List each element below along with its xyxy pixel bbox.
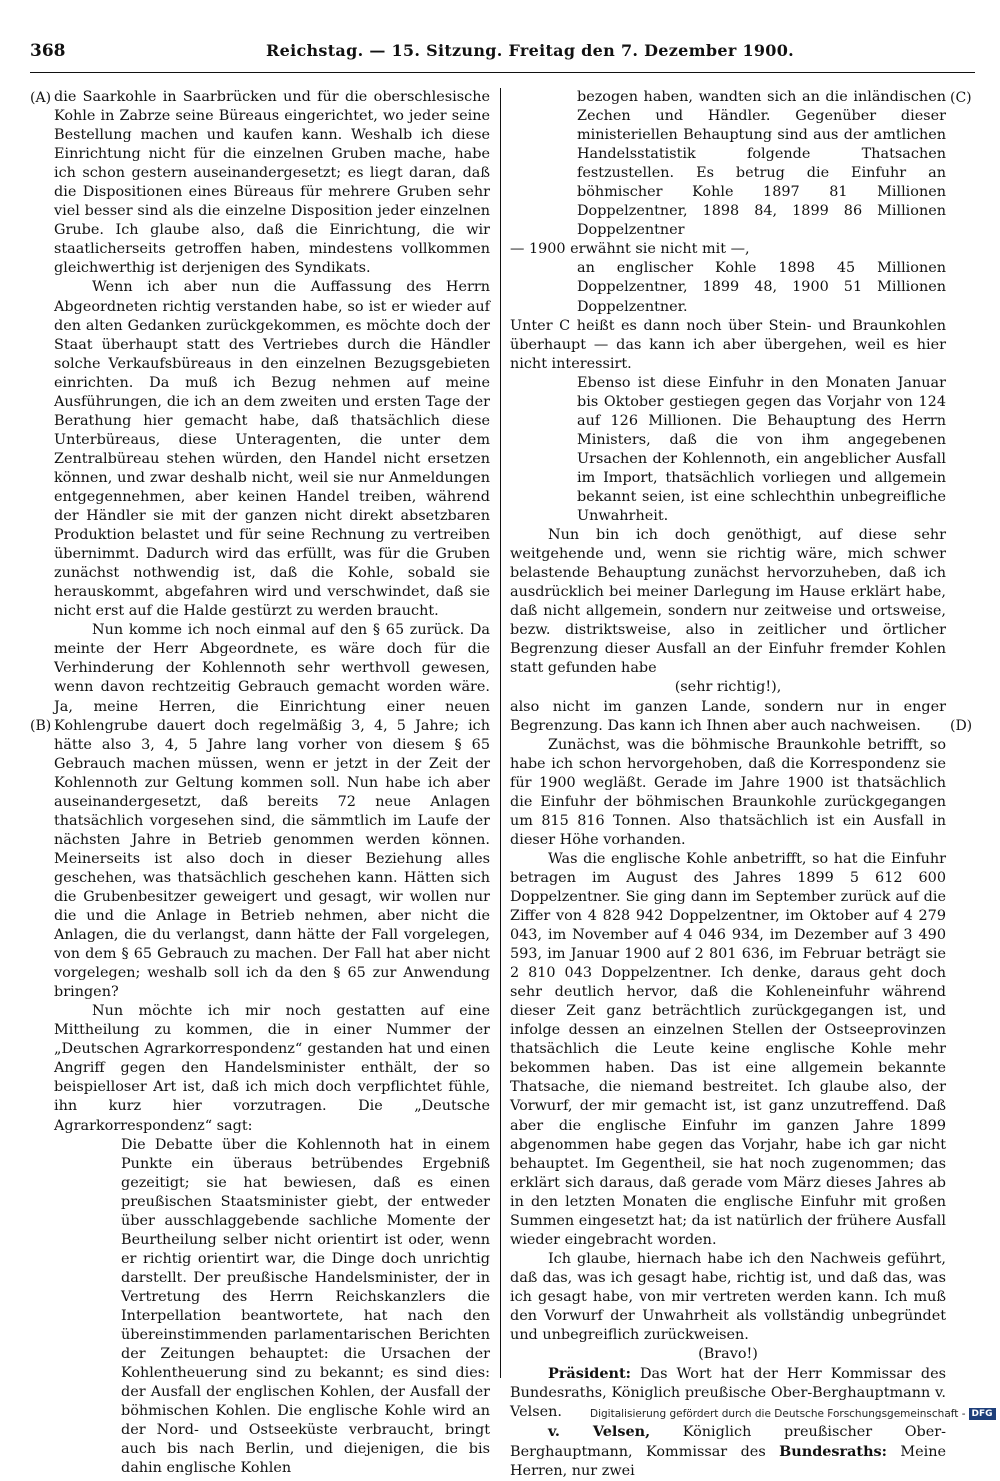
running-title: Reichstag. — 15. Sitzung. Freitag den 7. Dezember 1900.	[266, 41, 795, 60]
credit-text: Digitalisierung gefördert durch die Deutsche Forschungsgemeinschaft -	[590, 1408, 966, 1420]
paragraph: Ich glaube, hiernach habe ich den Nachweis geführt, daß das, was ich gesagt habe, richtig ist, und daß das, was ich gesagt habe, von mir vertreten werden kann. Ich muß den Vorwurf der Unwahrheit als vollständig unbegründet und unbegreiflich zurückweisen.	[510, 1250, 946, 1344]
quotation: an englischer Kohle 1898 45 Millionen Doppelzentner, 1899 48, 1900 51 Millionen Doppelzentner.	[577, 260, 946, 315]
right-column	[510, 88, 946, 1481]
quotation: Die Debatte über die Kohlennoth hat in einem Punkte ein überaus betrübendes Ergebniß gezeitigt; sie hat bewiesen, daß es einen preußischen Staatsminister giebt, der entweder über ausschlaggebende sachliche Momente der Beurtheilung selber nicht orientirt ist oder, wenn er richtig orientirt war, die Dinge doch unrichtig darstellt. Der preußische Handelsminister, der in Vertretung des Herrn Reichskanzlers die Interpellation beantwortete, hat nach den übereinstimmenden parlamentarischen Berichten der Zeitungen behauptet: die Ursachen der Kohlentheuerung sind zu bekannt; es sind dies: der Ausfall der englischen Kohlen, der Ausfall der böhmischen Kohlen. Die englische Kohle wird an der Nord- und Ostseeküste verbraucht, bringt auch bis nach Berlin, und diejenigen, die bis dahin englische Kohlen	[121, 1136, 490, 1477]
quotation: Ebenso ist diese Einfuhr in den Monaten Januar bis Oktober gestiegen gegen das Vorjahr von 124 auf 126 Millionen. Die Behauptung des Herrn Ministers, daß die von ihm angegebenen Ursachen der Kohlennoth, ein angeblicher Ausfall im Import, thatsächlich vorliegen und allgemein bekannt seien, ist eine schlechthin unbegreifliche Unwahrheit.	[577, 374, 946, 525]
page-header	[30, 41, 975, 67]
margin-marker-a: (A)	[30, 90, 52, 106]
speaker-name: v. Velsen,	[548, 1423, 651, 1441]
interjection: (sehr richtig!),	[674, 679, 782, 696]
speaker-role: Bundesraths:	[779, 1443, 887, 1461]
dfg-logo: DFG	[969, 1408, 996, 1420]
interjection: (Bravo!)	[698, 1346, 758, 1363]
speaker-paragraph	[510, 1422, 946, 1481]
speech-text: Meine Herren, nur zwei	[510, 1444, 946, 1480]
margin-marker-b: (B)	[30, 718, 52, 734]
margin-marker-c: (C)	[950, 90, 972, 106]
paragraph: Was die englische Kohle anbetrifft, so hat die Einfuhr betragen im August des Jahres 1899 5 612 600 Doppelzentner. Sie ging dann im September zurück auf die Ziffer von 4 828 942 Doppelzentner, im Oktober auf 4 279 043, im November auf 4 046 934, im Dezember auf 3 490 593, im Januar 1900 auf 2 801 636, im Februar beträgt sie 2 810 043 Doppelzentner. Ich denke, daraus geht doch sehr deutlich hervor, daß die Kohleneinfuhr während dieser Zeit ganz beträchtlich zurückgegangen ist, und infolge dessen an einzelnen Stellen der Ostseeprovinzen thatsächlich die Leute keine englische Kohle mehr bekommen haben. Das ist eine allgemein bekannte Thatsache, die niemand bestreitet. Ich glaube also, der Vorwurf, der mir gemacht ist, ist ganz unzutreffend. Daß aber die englische Einfuhr im ganzen Jahre 1899 abgenommen habe gegen das Vorjahr, habe ich gar nicht behauptet. Im Gegentheil, sie hat noch zugenommen; das erklärt sich daraus, daß gerade vom März dieses Jahres ab in den letzten Monaten die englische Einfuhr mit großen Summen eingesetzt hat; da ist natürlich der frühere Ausfall wieder eingebracht worden.	[510, 850, 946, 1248]
speaker-name: Präsident:	[548, 1365, 631, 1383]
paragraph: also nicht im ganzen Lande, sondern nur in enger Begrenzung. Das kann ich Ihnen aber auch nachweisen.	[510, 698, 946, 734]
paragraph: Unter C heißt es dann noch über Stein- und Braunkohlen überhaupt — das kann ich aber übergehen, weil es hier nicht interessirt.	[510, 317, 946, 372]
paragraph: Nun komme ich noch einmal auf den § 65 zurück. Da meinte der Herr Abgeordnete, es wäre doch für die Verhinderung der Kohlennoth sehr werthvoll gewesen, wenn davon rechtzeitig Gebrauch gemacht worden wäre. Ja, meine Herren, die Einrichtung einer neuen Kohlengrube dauert doch regelmäßig 3, 4, 5 Jahre; ich hätte also 3, 4, 5 Jahre lang vorher von diesem § 65 Gebrauch machen müssen, wenn er jetzt in der Zeit der Kohlennoth zur Geltung kommen soll. Nun habe ich aber auseinandergesetzt, daß bereits 72 neue Anlagen thatsächlich vorgesehen sind, die sämmtlich im Laufe der nächsten Jahre in Betrieb genommen werden können. Meinerseits ist also doch in dieser Beziehung alles geschehen, was thatsächlich geschehen kann. Hätten sich die Grubenbesitzer geweigert und gesagt, wir wollen nur die und die Anlage in Betrieb nehmen, aber nicht die Anlagen, die du verlangst, dann hätte der Fall vorgelegen, von dem § 65 Gebrauch zu machen. Der Fall hat aber nicht vorgelegen; weshalb soll ich da den § 65 zur Anwendung bringen?	[54, 622, 490, 1001]
paragraph: Nun bin ich doch genöthigt, auf diese sehr weitgehende und, wenn sie richtig wäre, mich schwer belastende Behauptung zunächst hervorzuheben, daß ich ausdrücklich bei meiner Darlegung im Hause erklärt habe, daß nicht allgemein, sondern nur zeitweise und ortsweise, bezw. distriktsweise, also in zeitlicher und örtlicher Begrenzung dieser Ausfall an der Einfuhr fremder Kohlen statt gefunden habe	[510, 527, 946, 677]
margin-marker-d: (D)	[950, 718, 973, 734]
paragraph: Zunächst, was die böhmische Braunkohle betrifft, so habe ich schon hervorgehoben, daß die Korrespondenz sie für 1900 wegläßt. Gerade im Jahre 1900 ist thatsächlich die Einfuhr der böhmischen Braunkohle zurückgegangen um 815 816 Tonnen. Also thatsächlich ist ein Ausfall in dieser Höhe vorhanden.	[510, 736, 946, 848]
column-divider	[500, 88, 501, 1378]
left-column	[54, 88, 490, 1478]
paragraph: — 1900 erwähnt sie nicht mit —,	[510, 241, 750, 258]
quotation: bezogen haben, wandten sich an die inländischen Zechen und Händler. Gegenüber dieser ministeriellen Behauptung sind aus der amtlichen Handelsstatistik folgende Thatsachen festzustellen. Es betrug die Einfuhr an böhmischer Kohle 1897 81 Millionen Doppelzentner, 1898 84, 1899 86 Millionen Doppelzentner	[577, 89, 946, 239]
paragraph: Nun möchte ich mir noch gestatten auf eine Mittheilung zu kommen, die in einer Nummer der „Deutschen Agrarkorrespondenz“ gestanden hat und einen Angriff gegen den Handelsminister enthält, der so beispielloser Art ist, daß ich mich doch verpflichtet fühle, ihn kurz hier vorzutragen. Die „Deutsche Agrarkorrespondenz“ sagt:	[54, 1003, 490, 1134]
speech-text: Königlich preußischer Ober-Berghauptmann, Kommissar des	[510, 1424, 946, 1461]
footer-credit	[590, 1408, 996, 1420]
paragraph: die Saarkohle in Saarbrücken und für die oberschlesische Kohle in Zabrze seine Büreaus eingerichtet, wo jeder seine Bestellung machen und kaufen kann. Weshalb ich diese Einrichtung nicht für die einzelnen Gruben mache, habe ich schon gestern auseinandergesetzt; es liegt daran, daß die Dispositionen eines Büreaus für mehrere Gruben sehr viel besser sind als die einzelne Disposition jeder einzelnen Grube. Ich glaube also, daß die Einrichtung, die wir staatlicherseits getroffen haben, mindestens vollkommen gleichwerthig ist derjenigen des Syndikats.	[54, 89, 490, 277]
page-number: 368	[30, 41, 66, 61]
speech-text: Das Wort hat der Herr Kommissar des Bundesraths, Königlich preußische Ober-Berghauptmann v. Velsen.	[510, 1366, 946, 1421]
paragraph: Wenn ich aber nun die Auffassung des Herrn Abgeordneten richtig verstanden habe, so ist er wieder auf den alten Gedanken zurückgekommen, es möchte doch der Staat überhaupt statt des Vertriebes durch die Händler solche Verkaufsbüreaus in den einzelnen Bezugsgebieten einrichten. Da muß ich Bezug nehmen auf meine Ausführungen, die ich an dem zweiten und ersten Tage der Berathung hier gemacht habe, daß thatsächlich diese Unterbüreaus, diese Unteragenten, die unter dem Zentralbüreau stehen würden, den Handel nicht ersetzen können, und zwar deshalb nicht, weil sie nur Anmeldungen entgegennehmen, aber keinen Handel treiben, während der Händler sie mit der ganzen nicht direkt absetzbaren Produktion belastet und für seine Rechnung zu vertreiben übernimmt. Dadurch wird das erfüllt, was für die Gruben zunächst nothwendig ist, daß die Kohle, sobald sie herauskommt, abgefahren wird und verschwindet, daß sie nicht erst auf die Halde gestürzt zu werden braucht.	[54, 279, 490, 620]
header-rule	[30, 72, 975, 73]
